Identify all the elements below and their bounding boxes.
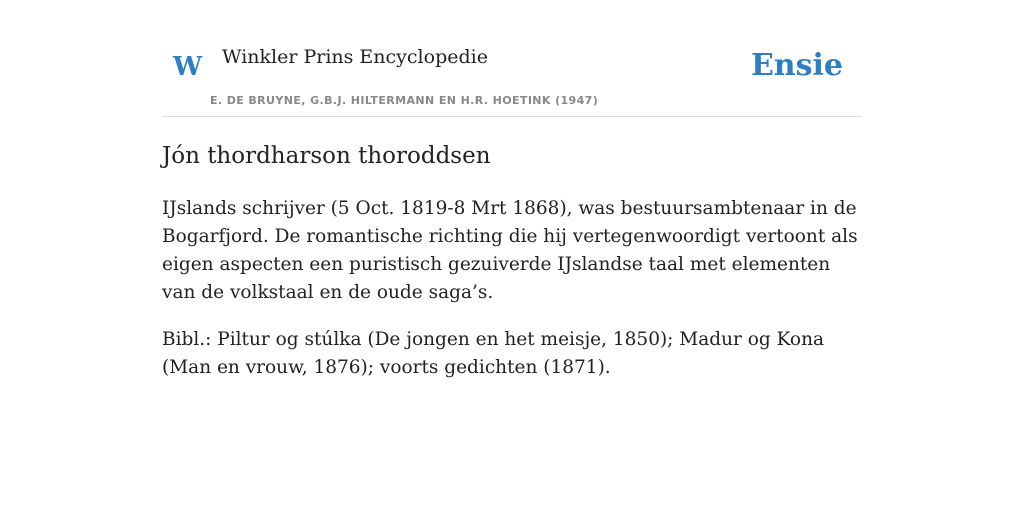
entry-bibliography: Bibl.: Piltur og stúlka (De jongen en het meisje, 1850); Madur og Kona (Man en vrouw, 1876); voorts gedichten (1871). <box>162 329 825 378</box>
book-title-link[interactable]: Winkler Prins Encyclopedie <box>222 46 488 68</box>
entry-body <box>162 195 862 382</box>
entry-title: Jón thordharson thoroddsen <box>162 143 491 169</box>
ensie-home-link[interactable]: Ensie <box>750 48 843 83</box>
source-header <box>162 0 862 117</box>
entry-paragraph: IJslands schrijver (5 Oct. 1819-8 Mrt 1868), was bestuursambtenaar in de Bogarfjord. De romantische richting die hij vertegenwoordigt vertoont als eigen aspecten een puristisch gezuiverde IJslandse taal met elementen van de volkstaal en de oude saga’s. <box>162 198 858 303</box>
winkler-prins-logo-icon[interactable]: W <box>173 52 203 82</box>
page <box>162 0 862 382</box>
book-authors: E. DE BRUYNE, G.B.J. HILTERMANN EN H.R. HOETINK (1947) <box>210 94 599 107</box>
